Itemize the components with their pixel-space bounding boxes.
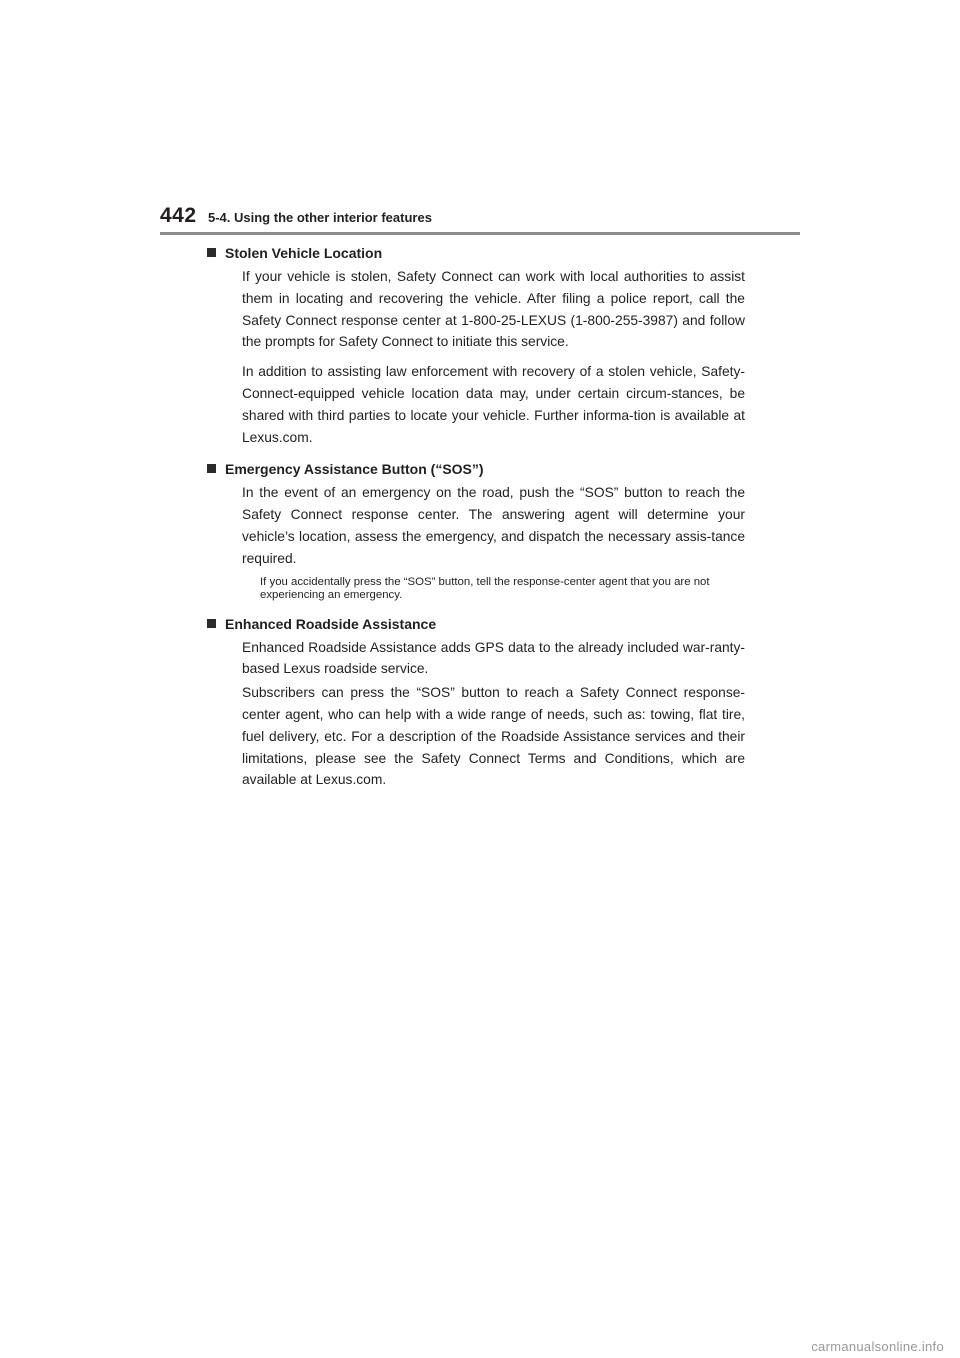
- square-bullet-icon: [207, 248, 216, 257]
- watermark: carmanualsonline.info: [811, 1339, 944, 1354]
- header-divider: [160, 232, 800, 235]
- paragraph: If your vehicle is stolen, Safety Connect can work with local authorities to assist them in locating and recovering the vehicle. After filing a police report, call the Safety Connect response center at 1-800-25-LEXUS (1-800-255-3987) and follow the prompts for Safety Connect to initiate this service.: [242, 269, 745, 350]
- paragraph: Enhanced Roadside Assistance adds GPS data to the already included war-ranty-based Lexus roadside service.: [242, 639, 745, 677]
- section-heading: [225, 242, 745, 264]
- section-title: 5-4. Using the other interior features: [208, 210, 432, 225]
- page-number: 442: [160, 204, 197, 227]
- section-heading: [225, 613, 745, 635]
- note-text: If you accidentally press the “SOS” button, tell the response-center agent that you are not experiencing an emergency.: [260, 575, 710, 602]
- paragraph: In the event of an emergency on the road, push the “SOS” button to reach the Safety Connect response center. The answering agent will determine your vehicle’s location, assess the emergency, and dispatch the necessary assis-tance required.: [242, 485, 745, 566]
- section-heading-text: Enhanced Roadside Assistance: [225, 615, 437, 632]
- paragraph: In addition to assisting law enforcement with recovery of a stolen vehicle, Safety-Connect-equipped vehicle location data may, under certain circum-stances, be shared with third parties to locate your vehicle. Further informa-tion is available at Lexus.com.: [242, 364, 745, 445]
- section-emergency-assistance-button: [225, 458, 745, 602]
- paragraph: Subscribers can press the “SOS” button to reach a Safety Connect response-center agent, who can help with a wide range of needs, such as: towing, flat tire, fuel delivery, etc. For a description of the Roadside Assistance services and their limitations, please see the Safety Connect Terms and Conditions, which are available at Lexus.com.: [242, 685, 745, 788]
- section-enhanced-roadside-assistance: [225, 613, 745, 792]
- section-heading-text: Emergency Assistance Button (“SOS”): [225, 461, 484, 478]
- page-content: [225, 242, 745, 801]
- page-header: [160, 204, 800, 234]
- square-bullet-icon: [207, 619, 216, 628]
- section-heading-text: Stolen Vehicle Location: [225, 245, 383, 261]
- section-heading: [225, 458, 745, 480]
- square-bullet-icon: [207, 464, 216, 473]
- section-stolen-vehicle-location: [225, 242, 745, 448]
